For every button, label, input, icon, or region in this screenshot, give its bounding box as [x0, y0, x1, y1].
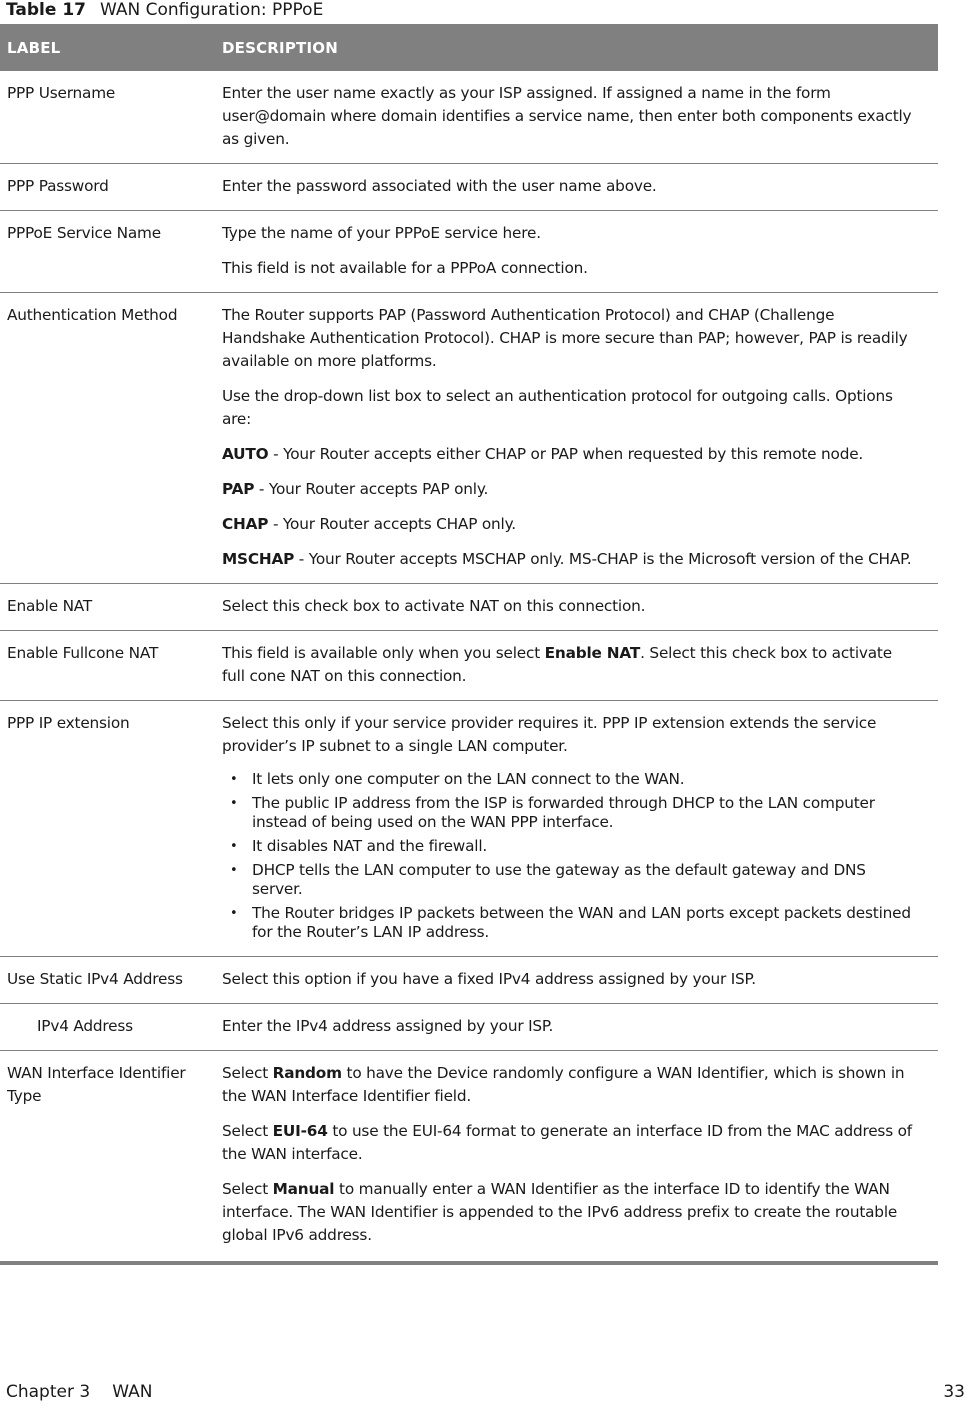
row-description — [222, 701, 938, 957]
table-title: WAN Configuration: PPPoE — [99, 0, 324, 20]
page-number: 33 — [943, 1382, 965, 1402]
table-row — [0, 957, 938, 1004]
table-row — [0, 1051, 938, 1264]
option-name: Random — [272, 1064, 342, 1082]
bullet-item — [222, 861, 918, 899]
option-name: MSCHAP — [222, 550, 295, 568]
description-paragraph — [222, 257, 918, 280]
column-header-description: DESCRIPTION — [222, 24, 938, 71]
description-text: to use the EUI-64 format to generate an interface ID from the MAC address of the WAN interface. — [222, 1122, 912, 1163]
table-body — [0, 71, 938, 1263]
bullet-text: DHCP tells the LAN computer to use the gateway as the default gateway and DNS server. — [252, 861, 866, 898]
description-paragraph — [222, 478, 918, 501]
description-text: - Your Router accepts CHAP only. — [268, 515, 516, 533]
bullet-icon: • — [230, 863, 238, 878]
row-description — [222, 957, 938, 1004]
description-text: This field is available only when you select — [222, 644, 545, 662]
row-description — [222, 164, 938, 211]
description-text: to manually enter a WAN Identifier as the interface ID to identify the WAN interface. The WAN Identifier is appended to the IPv6 address prefix to create the routable global IPv6 address. — [222, 1180, 898, 1244]
bullet-text: The public IP address from the ISP is forwarded through DHCP to the LAN computer instead of being used on the WAN PPP interface. — [252, 794, 875, 831]
table-caption — [6, 0, 323, 22]
table-row — [0, 631, 938, 701]
description-paragraph — [222, 385, 918, 431]
description-paragraph — [222, 1062, 918, 1108]
row-label: WAN Interface Identifier Type — [0, 1051, 222, 1264]
description-text: Enter the IPv4 address assigned by your ISP. — [222, 1017, 554, 1035]
column-header-label: LABEL — [0, 24, 222, 71]
bullet-list — [222, 770, 918, 942]
row-description — [222, 211, 938, 293]
row-label: IPv4 Address — [0, 1004, 222, 1051]
row-description — [222, 1051, 938, 1264]
description-text: Select this check box to activate NAT on this connection. — [222, 597, 646, 615]
description-text: - Your Router accepts either CHAP or PAP when requested by this remote node. — [268, 445, 864, 463]
description-paragraph — [222, 304, 918, 373]
table-row — [0, 1004, 938, 1051]
description-text: to have the Device randomly configure a WAN Identifier, which is shown in the WAN Interface Identifier field. — [222, 1064, 905, 1105]
table-row — [0, 71, 938, 164]
description-paragraph — [222, 548, 918, 571]
row-label: PPP IP extension — [0, 701, 222, 957]
option-name: Manual — [272, 1180, 335, 1198]
option-name: PAP — [222, 480, 255, 498]
bullet-text: It disables NAT and the firewall. — [252, 837, 488, 855]
description-text: Select this option if you have a fixed IPv4 address assigned by your ISP. — [222, 970, 756, 988]
chapter-title: WAN — [112, 1382, 153, 1402]
table-row — [0, 701, 938, 957]
row-label: PPP Password — [0, 164, 222, 211]
bullet-item — [222, 904, 918, 942]
bullet-text: The Router bridges IP packets between the WAN and LAN ports except packets destined for the Router’s LAN IP address. — [252, 904, 911, 941]
wan-pppoe-table — [0, 24, 938, 1265]
option-name: EUI-64 — [272, 1122, 328, 1140]
row-label: PPP Username — [0, 71, 222, 164]
row-label: PPPoE Service Name — [0, 211, 222, 293]
description-paragraph — [222, 595, 918, 618]
row-label: Authentication Method — [0, 293, 222, 584]
bullet-icon: • — [230, 796, 238, 811]
description-paragraph — [222, 712, 918, 758]
table-number: Table 17 — [6, 0, 86, 20]
bullet-text: It lets only one computer on the LAN connect to the WAN. — [252, 770, 685, 788]
table-row — [0, 584, 938, 631]
description-paragraph — [222, 222, 918, 245]
description-text: Use the drop-down list box to select an authentication protocol for outgoing calls. Options are: — [222, 387, 893, 428]
bullet-icon: • — [230, 906, 238, 921]
description-text: Enter the password associated with the user name above. — [222, 177, 657, 195]
row-description — [222, 584, 938, 631]
row-label: Enable NAT — [0, 584, 222, 631]
description-text: The Router supports PAP (Password Authentication Protocol) and CHAP (Challenge Handshake Authentication Protocol). CHAP is more secure than PAP; however, PAP is readily available on more platforms. — [222, 306, 908, 370]
description-paragraph — [222, 443, 918, 466]
table-row — [0, 293, 938, 584]
description-text: . Select this check box to activate full cone NAT on this connection. — [222, 644, 892, 685]
description-text: Select — [222, 1122, 273, 1140]
row-description — [222, 1004, 938, 1051]
description-text: Type the name of your PPPoE service here. — [222, 224, 541, 242]
chapter-number: Chapter 3 — [6, 1382, 91, 1402]
description-text: - Your Router accepts PAP only. — [254, 480, 489, 498]
description-text: Enter the user name exactly as your ISP assigned. If assigned a name in the form user@domain where domain identifies a service name, then enter both components exactly as given. — [222, 84, 912, 148]
option-name: AUTO — [222, 445, 269, 463]
bullet-icon: • — [230, 839, 238, 854]
row-label: Use Static IPv4 Address — [0, 957, 222, 1004]
bullet-item — [222, 837, 918, 856]
description-paragraph — [222, 513, 918, 536]
option-name: Enable NAT — [544, 644, 641, 662]
description-text: Select — [222, 1180, 273, 1198]
description-paragraph — [222, 175, 918, 198]
footer-chapter — [6, 1380, 152, 1404]
table-header-row — [0, 24, 938, 71]
description-paragraph — [222, 1178, 918, 1247]
bullet-item — [222, 794, 918, 832]
row-description — [222, 631, 938, 701]
description-paragraph — [222, 968, 918, 991]
bullet-icon: • — [230, 772, 238, 787]
row-description — [222, 293, 938, 584]
description-paragraph — [222, 82, 918, 151]
row-label: Enable Fullcone NAT — [0, 631, 222, 701]
table-row — [0, 211, 938, 293]
description-text: This field is not available for a PPPoA connection. — [222, 259, 588, 277]
description-paragraph — [222, 642, 918, 688]
description-text: Select this only if your service provider requires it. PPP IP extension extends the service provider’s IP subnet to a single LAN computer. — [222, 714, 877, 755]
description-paragraph — [222, 1015, 918, 1038]
bullet-item — [222, 770, 918, 789]
description-text: - Your Router accepts MSCHAP only. MS-CHAP is the Microsoft version of the CHAP. — [294, 550, 912, 568]
option-name: CHAP — [222, 515, 269, 533]
row-description — [222, 71, 938, 164]
table-row — [0, 164, 938, 211]
description-paragraph — [222, 1120, 918, 1166]
description-text: Select — [222, 1064, 273, 1082]
